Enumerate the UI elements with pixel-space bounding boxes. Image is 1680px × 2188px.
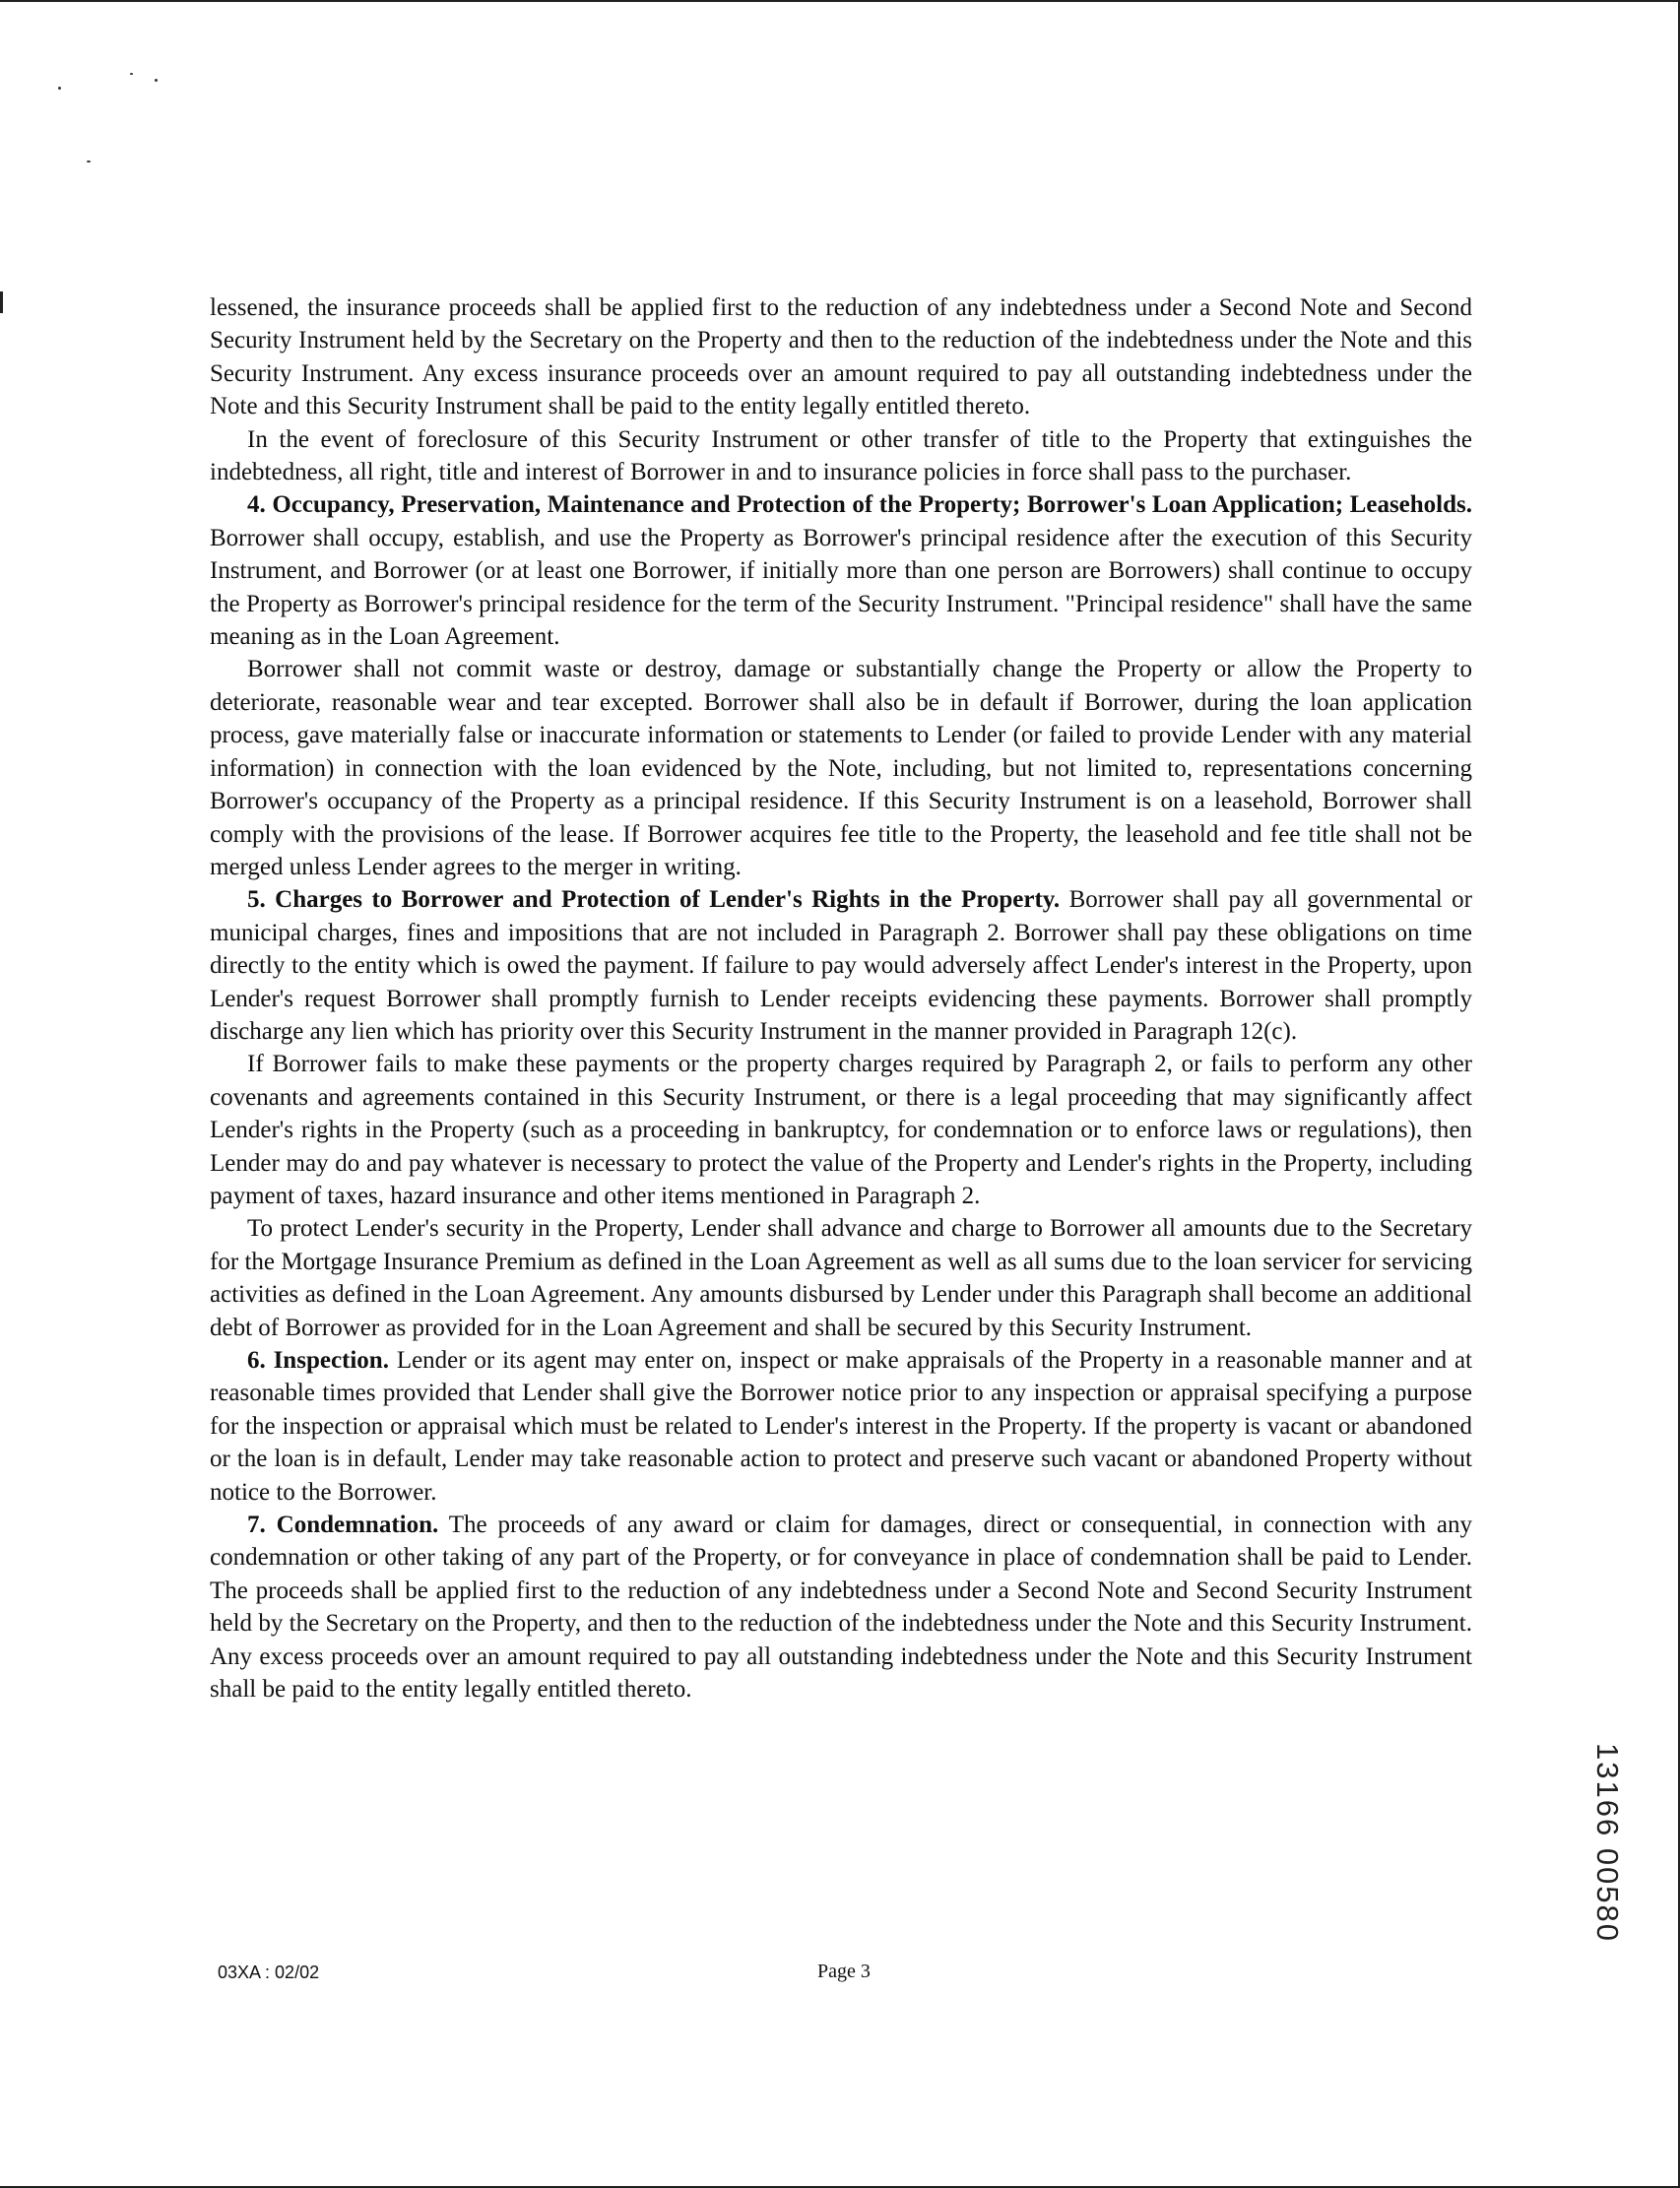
section-heading: 5. Charges to Borrower and Protection of Lender's Rights in the Property.	[247, 886, 1061, 914]
paragraph-text: To protect Lender's security in the Property, Lender shall advance and charge to Borrower all amounts due to the Secretary for the Mortgage Insurance Premium as defined in the Loan Agreement as well as all sums due to the loan servicer for servicing activities as defined in the Loan Agreement. Any amounts disbursed by Lender under this Paragraph shall become an additional debt of Borrower as provided for in the Loan Agreement and shall be secured by this Security Instrument.	[210, 1215, 1472, 1341]
page-number: Page 3	[817, 1961, 871, 1982]
paragraph-section-5	[210, 883, 1472, 1048]
paragraph-text: The proceeds of any award or claim for damages, direct or consequential, in connection with any condemnation or other taking of any part of the Property, or for conveyance in place of condemnation shall be paid to Lender. The proceeds shall be applied first to the reduction of any indebtedness under a Second Note and Second Security Instrument held by the Secretary on the Property, and then to the reduction of the indebtedness under the Note and this Security Instrument. Any excess proceeds over an amount required to pay all outstanding indebtedness under the Note and this Security Instrument shall be paid to the entity legally entitled thereto.	[210, 1512, 1472, 1704]
scan-speck	[130, 73, 133, 75]
paragraph-borrower-fails	[210, 1048, 1472, 1212]
section-heading: 7. Condemnation.	[247, 1512, 439, 1539]
scan-speck	[87, 161, 91, 162]
document-body	[210, 291, 1472, 1705]
paragraph-protect-security	[210, 1212, 1472, 1344]
form-code: 03XA : 02/02	[218, 1963, 320, 1982]
section-heading: 4. Occupancy, Preservation, Maintenance and Protection of the Property; Borrower's Loan Application; Leaseholds.	[247, 491, 1472, 519]
paragraph-text: Borrower shall occupy, establish, and use the Property as Borrower's principal residence after the execution of this Security Instrument, and Borrower (or at least one Borrower, if initially more than one person are Borrowers) shall continue to occupy the Property as Borrower's principal residence for the term of the Security Instrument. "Principal residence" shall have the same meaning as in the Loan Agreement.	[210, 524, 1472, 651]
section-heading: 6. Inspection.	[247, 1347, 389, 1374]
paragraph-text: lessened, the insurance proceeds shall be applied first to the reduction of any indebtedness under a Second Note and Second Security Instrument held by the Secretary on the Property and then to the reduction of the indebtedness under the Note and this Security Instrument. Any excess insurance proceeds over an amount required to pay all outstanding indebtedness under the Note and this Security Instrument shall be paid to the entity legally entitled thereto.	[210, 294, 1472, 420]
paragraph-text: In the event of foreclosure of this Security Instrument or other transfer of title to the Property that extinguishes the indebtedness, all right, title and interest of Borrower in and to insurance policies in force shall pass to the purchaser.	[210, 425, 1472, 486]
paragraph-foreclosure	[210, 423, 1472, 489]
paragraph-insurance-proceeds	[210, 291, 1472, 423]
paragraph-text: Lender or its agent may enter on, inspect or make appraisals of the Property in a reasonable manner and at reasonable times provided that Lender shall give the Borrower notice prior to any inspection or appraisal specifying a purpose for the inspection or appraisal which must be related to Lender's interest in the Property. If the property is vacant or abandoned or the loan is in default, Lender may take reasonable action to protect and preserve such vacant or abandoned Property without notice to the Borrower.	[210, 1347, 1473, 1506]
scan-speck	[58, 87, 61, 90]
margin-stamp-text: 13166 00580	[1590, 1743, 1625, 1944]
paragraph-section-7	[210, 1509, 1472, 1705]
paragraph-text: If Borrower fails to make these payments or the property charges required by Paragraph 2, or fails to perform any other covenants and agreements contained in this Security Instrument, or there is a legal proceeding that may significantly affect Lender's rights in the Property (such as a proceeding in bankruptcy, for condemnation or to enforce laws or regulations), then Lender may do and pay whatever is necessary to protect the value of the Property and Lender's rights in the Property, including payment of taxes, hazard insurance and other items mentioned in Paragraph 2.	[210, 1051, 1472, 1209]
scan-edge-mark	[0, 291, 3, 313]
margin-stamp	[1585, 1733, 1664, 1944]
paragraph-section-6	[210, 1344, 1472, 1509]
paragraph-text: Borrower shall pay all governmental or municipal charges, fines and impositions that are not included in Paragraph 2. Borrower shall pay these obligations on time directly to the entity which is owed the payment. If failure to pay would adversely affect Lender's interest in the Property, upon Lender's request Borrower shall promptly furnish to Lender receipts evidencing these payments. Borrower shall promptly discharge any lien which has priority over this Security Instrument in the manner provided in Paragraph 12(c).	[210, 886, 1472, 1045]
paragraph-text: Borrower shall not commit waste or destroy, damage or substantially change the Property or allow the Property to deteriorate, reasonable wear and tear excepted. Borrower shall also be in default if Borrower, during the loan application process, gave materially false or inaccurate information or statements to Lender (or failed to provide Lender with any material information) in connection with the loan evidenced by the Note, including, but not limited to, representations concerning Borrower's occupancy of the Property as a principal residence. If this Security Instrument is on a leasehold, Borrower shall comply with the provisions of the lease. If Borrower acquires fee title to the Property, the leasehold and fee title shall not be merged unless Lender agrees to the merger in writing.	[210, 656, 1472, 880]
paragraph-section-4	[210, 488, 1472, 653]
scan-speck	[155, 79, 158, 82]
paragraph-waste	[210, 653, 1472, 883]
